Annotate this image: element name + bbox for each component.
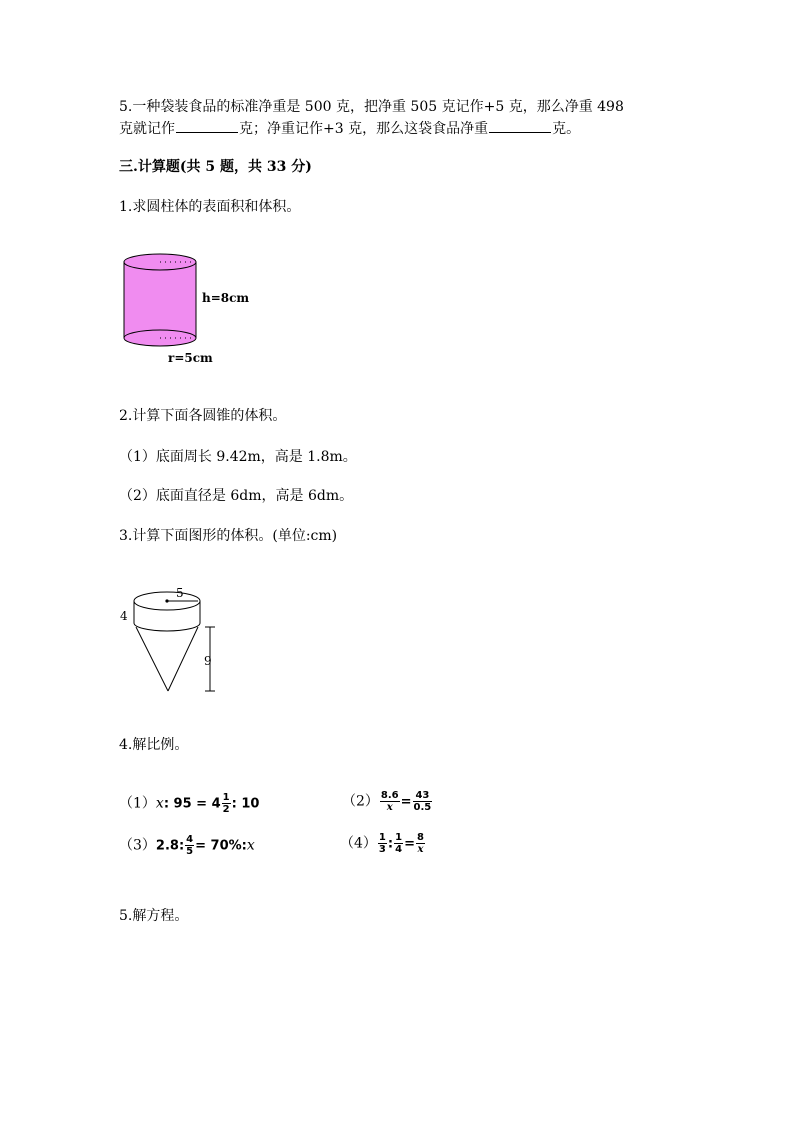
q5-fill-text-c: 克。 bbox=[552, 121, 581, 137]
answer-blank-1[interactable] bbox=[176, 118, 238, 133]
proportion-3 bbox=[119, 834, 255, 857]
q5-fill-line2 bbox=[119, 118, 580, 139]
proportion-2-label: （2） bbox=[342, 793, 379, 810]
proportion-4-label: （4） bbox=[340, 835, 377, 852]
q1-text: 1.求圆柱体的表面积和体积。 bbox=[119, 199, 301, 215]
q2-part2: （2）底面直径是 6dm，高是 6dm。 bbox=[119, 488, 354, 504]
figure-radius-label: 5 bbox=[176, 586, 184, 600]
q2-part1: （1）底面周长 9.42m，高是 1.8m。 bbox=[119, 449, 357, 465]
proportion-1-rhs: : 10 bbox=[231, 796, 260, 812]
proportion-2-fraction-2: $\frac{43}{0.5}$ bbox=[413, 790, 432, 813]
cylinder-cone-figure bbox=[116, 575, 236, 700]
proportion-1-var: x bbox=[155, 795, 164, 812]
figure-cone-height-label: 9 bbox=[204, 654, 212, 668]
proportion-4-fraction-3: $\frac{8}{x}$ bbox=[416, 832, 424, 855]
answer-blank-2[interactable] bbox=[489, 118, 551, 133]
proportion-2 bbox=[342, 790, 433, 813]
cylinder-radius-label: r=5cm bbox=[168, 351, 213, 365]
cylinder-height-label: h=8cm bbox=[202, 291, 250, 305]
figure-cylinder-height-label: 4 bbox=[120, 609, 128, 623]
proportion-2-equals: = bbox=[400, 794, 412, 810]
proportion-3-lhs: 2.8: bbox=[155, 838, 185, 854]
q4-text: 4.解比例。 bbox=[119, 737, 189, 753]
proportion-3-label: （3） bbox=[119, 837, 156, 854]
q3-text: 3.计算下面图形的体积。(单位:cm) bbox=[119, 528, 338, 544]
section-3-title: 三.计算题(共 5 题，共 33 分) bbox=[119, 159, 312, 175]
q5-text: 5.解方程。 bbox=[119, 908, 189, 924]
proportion-1-label: （1） bbox=[119, 795, 156, 812]
proportion-3-rhs: = 70%: bbox=[195, 838, 247, 854]
proportion-4 bbox=[340, 832, 426, 855]
proportion-1 bbox=[119, 792, 259, 815]
q5-fill-text-a: 克就记作 bbox=[119, 121, 175, 137]
proportion-4-fraction-1: $\frac{1}{3}$ bbox=[378, 832, 386, 855]
proportion-3-fraction: $\frac{4}{5}$ bbox=[186, 834, 194, 857]
q5-fill-text-b: 克；净重记作+3 克，那么这袋食品净重 bbox=[239, 121, 489, 137]
proportion-1-fraction: $\frac{1}{2}$ bbox=[222, 792, 230, 815]
proportion-4-colon: : bbox=[387, 836, 394, 852]
cylinder-figure bbox=[118, 246, 258, 371]
proportion-2-fraction-1: $\frac{8.6}{x}$ bbox=[380, 790, 399, 813]
proportion-4-fraction-2: $\frac{1}{4}$ bbox=[395, 832, 403, 855]
proportion-1-mid: : 95 = 4 bbox=[163, 796, 221, 812]
proportion-4-equals: = bbox=[404, 836, 415, 852]
q2-text: 2.计算下面各圆锥的体积。 bbox=[119, 408, 287, 424]
q5-fill-line1: 5.一种袋装食品的标准净重是 500 克，把净重 505 克记作+5 克，那么净重 498 bbox=[119, 99, 624, 115]
proportion-3-var: x bbox=[246, 837, 255, 854]
